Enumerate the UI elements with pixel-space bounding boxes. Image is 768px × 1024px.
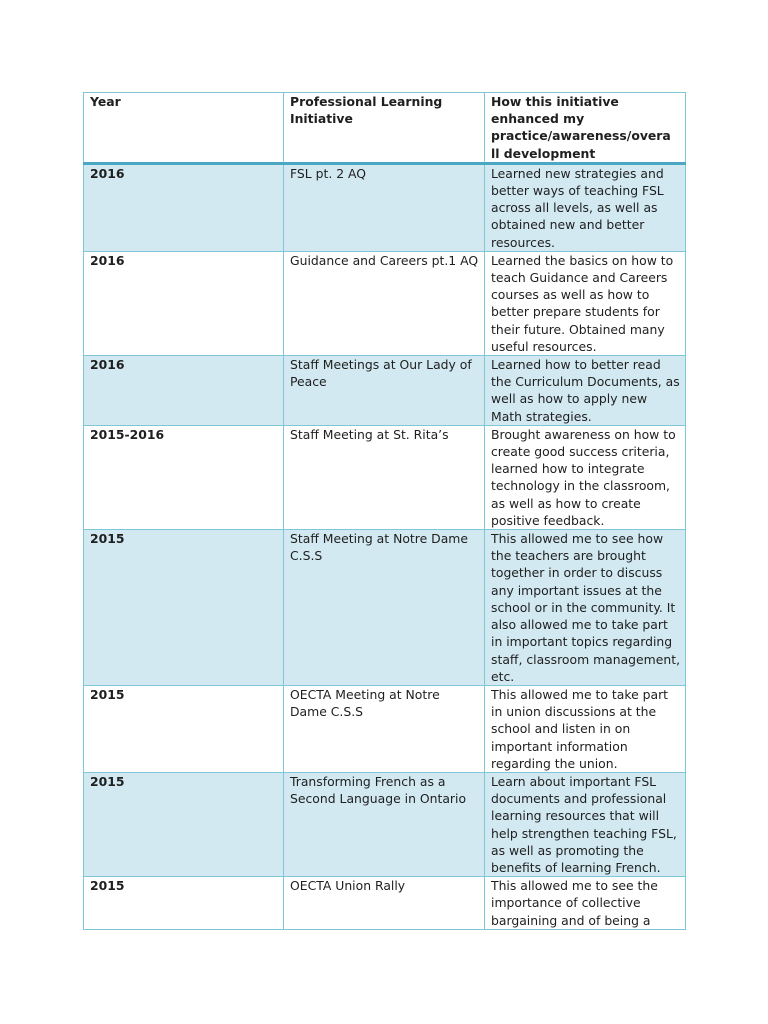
impact-cell: This allowed me to see the importance of collective bargaining and of being a <box>485 877 686 930</box>
table-row <box>84 772 686 876</box>
header-initiative: Professional Learning Initiative <box>284 93 485 164</box>
table-header-row <box>84 93 686 164</box>
year-cell: 2015 <box>84 877 284 930</box>
year-cell: 2015 <box>84 685 284 772</box>
impact-cell: Brought awareness on how to create good success criteria, learned how to integrate technology in the classroom, as well as how to create positive feedback. <box>485 425 686 529</box>
impact-cell: Learned new strategies and better ways of teaching FSL across all levels, as well as obtained new and better resources. <box>485 163 686 251</box>
impact-cell: This allowed me to see how the teachers are brought together in order to discuss any important issues at the school or in the community. It also allowed me to take part in important topics regarding staff, classroom management, etc. <box>485 530 686 686</box>
year-cell: 2016 <box>84 163 284 251</box>
year-cell: 2016 <box>84 251 284 355</box>
impact-cell: Learned the basics on how to teach Guidance and Careers courses as well as how to better prepare students for their future. Obtained many useful resources. <box>485 251 686 355</box>
initiative-cell: OECTA Meeting at Notre Dame C.S.S <box>284 685 485 772</box>
professional-learning-table <box>83 92 686 930</box>
impact-cell: This allowed me to take part in union discussions at the school and listen in on important information regarding the union. <box>485 685 686 772</box>
year-cell: 2015 <box>84 530 284 686</box>
table-row <box>84 356 686 426</box>
initiative-cell: FSL pt. 2 AQ <box>284 163 485 251</box>
initiative-cell: Guidance and Careers pt.1 AQ <box>284 251 485 355</box>
header-year: Year <box>84 93 284 164</box>
year-cell: 2015 <box>84 772 284 876</box>
table-row <box>84 877 686 930</box>
initiative-cell: OECTA Union Rally <box>284 877 485 930</box>
initiative-cell: Staff Meeting at Notre Dame C.S.S <box>284 530 485 686</box>
table-row <box>84 425 686 529</box>
table-row <box>84 251 686 355</box>
table-row <box>84 163 686 251</box>
initiative-cell: Staff Meeting at St. Rita’s <box>284 425 485 529</box>
table-row <box>84 685 686 772</box>
year-cell: 2015-2016 <box>84 425 284 529</box>
table-row <box>84 530 686 686</box>
year-cell: 2016 <box>84 356 284 426</box>
impact-cell: Learn about important FSL documents and professional learning resources that will help strengthen teaching FSL, as well as promoting the benefits of learning French. <box>485 772 686 876</box>
initiative-cell: Transforming French as a Second Language in Ontario <box>284 772 485 876</box>
initiative-cell: Staff Meetings at Our Lady of Peace <box>284 356 485 426</box>
header-impact: How this initiative enhanced my practice/awareness/overa ll development <box>485 93 686 164</box>
impact-cell: Learned how to better read the Curriculum Documents, as well as how to apply new Math strategies. <box>485 356 686 426</box>
